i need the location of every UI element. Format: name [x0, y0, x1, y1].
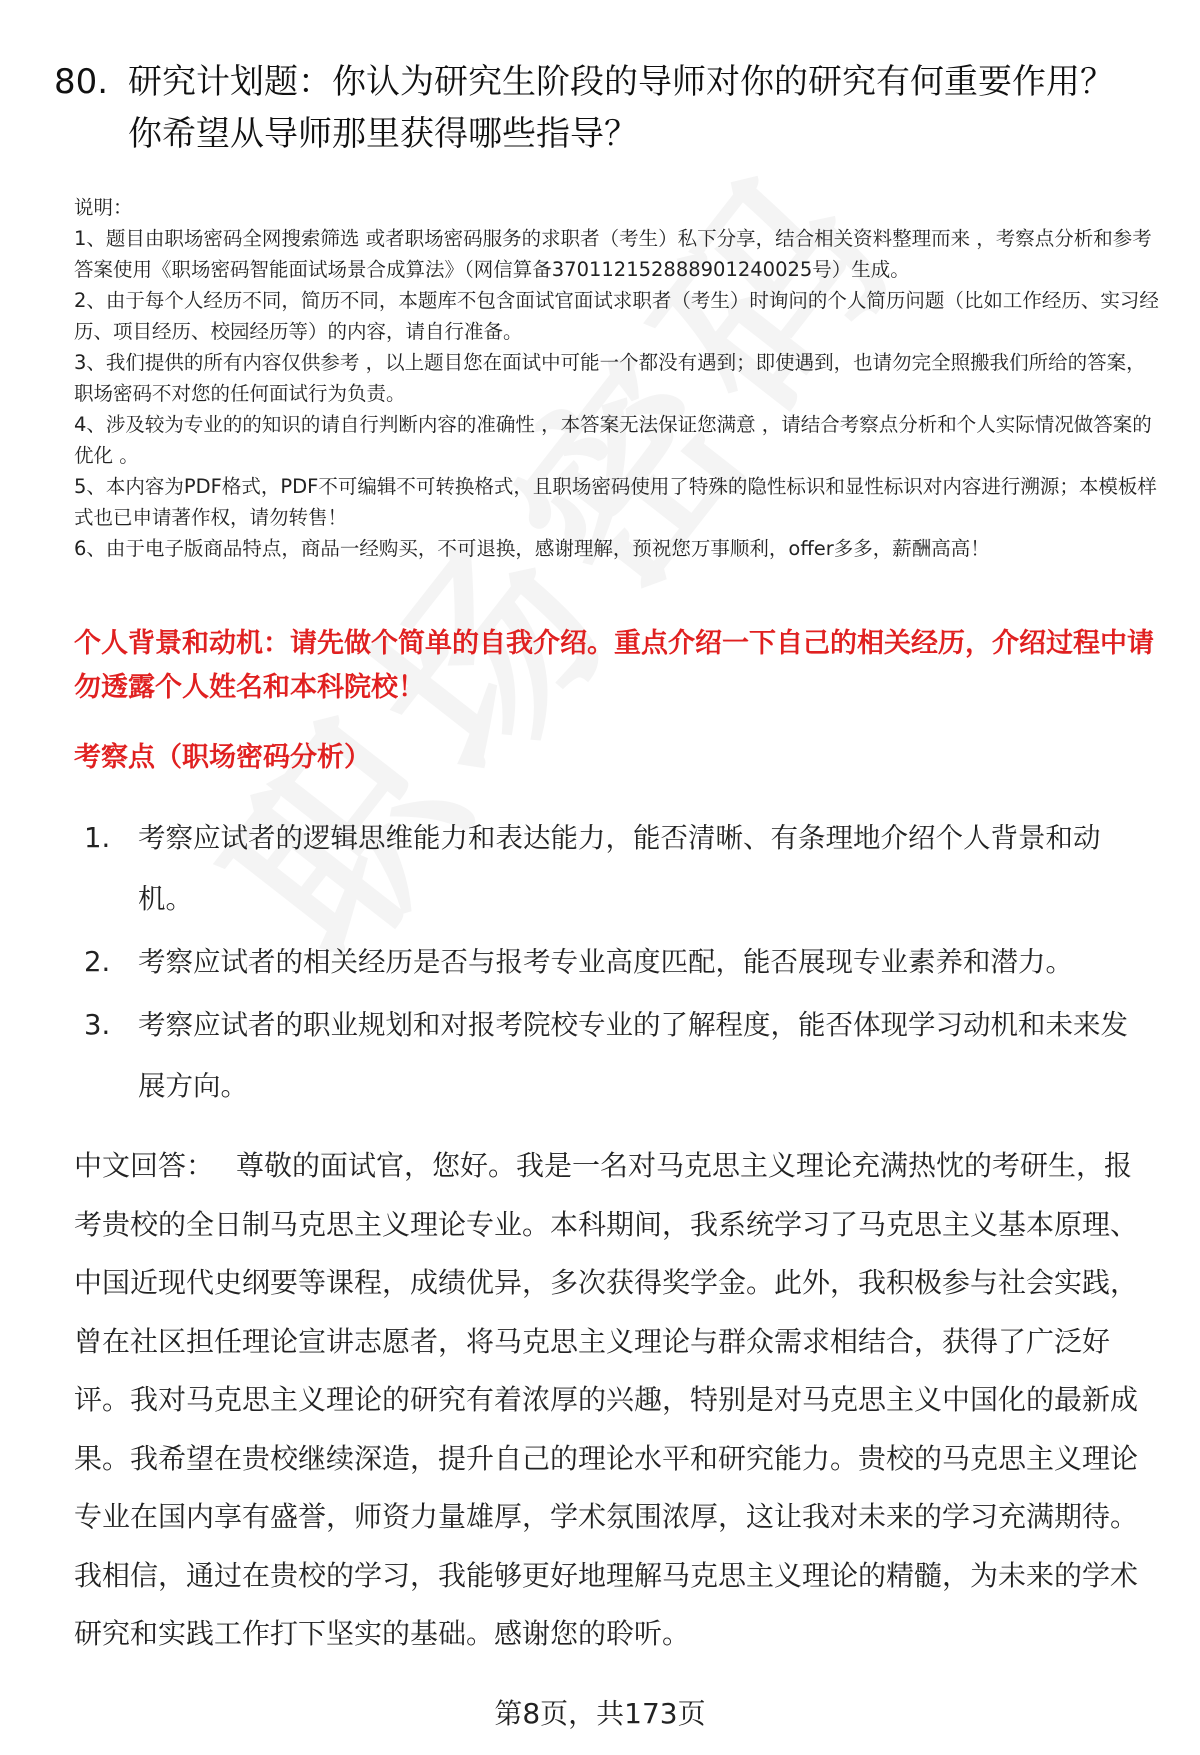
note-item: 1、题目由职场密码全网搜索筛选 或者职场密码服务的求职者（考生）私下分享，结合相关资料整理而来 ，考察点分析和参考答案使用《职场密码智能面试场景合成算法》（网信算备370112152888901240025号）生成。 [74, 227, 1152, 281]
list-item [74, 995, 1154, 1117]
note-item: 4、涉及较为专业的的知识的请自行判断内容的准确性 ，本答案无法保证您满意 ，请结合考察点分析和个人实际情况做答案的优化 。 [74, 413, 1152, 467]
question-number: 80. [54, 62, 109, 102]
point-text: 考察应试者的逻辑思维能力和表达能力，能否清晰、有条理地介绍个人背景和动机。 [138, 822, 1101, 915]
list-item [74, 932, 1154, 993]
point-number: 2. [84, 946, 111, 978]
point-text: 考察应试者的职业规划和对报考院校专业的了解程度，能否体现学习动机和未来发展方向。 [138, 1009, 1128, 1102]
notes-block [74, 192, 1164, 564]
question-text: 研究计划题：你认为研究生阶段的导师对你的研究有何重要作用？你希望从导师那里获得哪些指导？ [128, 62, 1114, 154]
question-heading [54, 56, 1144, 160]
list-item [74, 808, 1154, 930]
analysis-points-list [74, 808, 1154, 1119]
page-number: 第8页，共173页 [494, 1697, 706, 1730]
note-item: 2、由于每个人经历不同，简历不同，本题库不包含面试官面试求职者（考生）时询问的个人简历问题（比如工作经历、实习经历、项目经历、校园经历等）的内容，请自行准备。 [74, 289, 1159, 343]
intro-heading: 个人背景和动机：请先做个简单的自我介绍。重点介绍一下自己的相关经历，介绍过程中请勿透露个人姓名和本科院校！ [74, 628, 1154, 703]
answer-text: 尊敬的面试官，您好。我是一名对马克思主义理论充满热忱的考研生，报考贵校的全日制马克思主义理论专业。本科期间，我系统学习了马克思主义基本原理、中国近现代史纲要等课程，成绩优异，多次获得奖学金。此外，我积极参与社会实践，曾在社区担任理论宣讲志愿者，将马克思主义理论与群众需求相结合，获得了广泛好评。我对马克思主义理论的研究有着浓厚的兴趣，特别是对马克思主义中国化的最新成果。我希望在贵校继续深造，提升自己的理论水平和研究能力。贵校的马克思主义理论专业在国内享有盛誉，师资力量雄厚，学术氛围浓厚，这让我对未来的学习充满期待。我相信，通过在贵校的学习，我能够更好地理解马克思主义理论的精髓，为未来的学术研究和实践工作打下坚实的基础。感谢您的聆听。 [74, 1149, 1139, 1650]
note-item: 3、我们提供的所有内容仅供参考 ，以上题目您在面试中可能一个都没有遇到；即使遇到，也请勿完全照搬我们所给的答案，职场密码不对您的任何面试行为负责。 [74, 351, 1146, 405]
point-number: 1. [84, 822, 111, 854]
point-number: 3. [84, 1009, 111, 1041]
point-text: 考察应试者的相关经历是否与报考专业高度匹配，能否展现专业素养和潜力。 [138, 946, 1073, 978]
answer-label: 中文回答： [74, 1149, 215, 1182]
analysis-heading: 考察点（职场密码分析） [74, 742, 371, 773]
notes-title: 说明： [74, 196, 133, 219]
note-item: 5、本内容为PDF格式，PDF不可编辑不可转换格式，且职场密码使用了特殊的隐性标识和显性标识对内容进行溯源；本模板样式也已申请著作权，请勿转售！ [74, 475, 1157, 529]
answer-paragraph [74, 1137, 1154, 1664]
note-item: 6、由于电子版商品特点，商品一经购买，不可退换，感谢理解，预祝您万事顺利，offer多多，薪酬高高！ [74, 537, 990, 560]
